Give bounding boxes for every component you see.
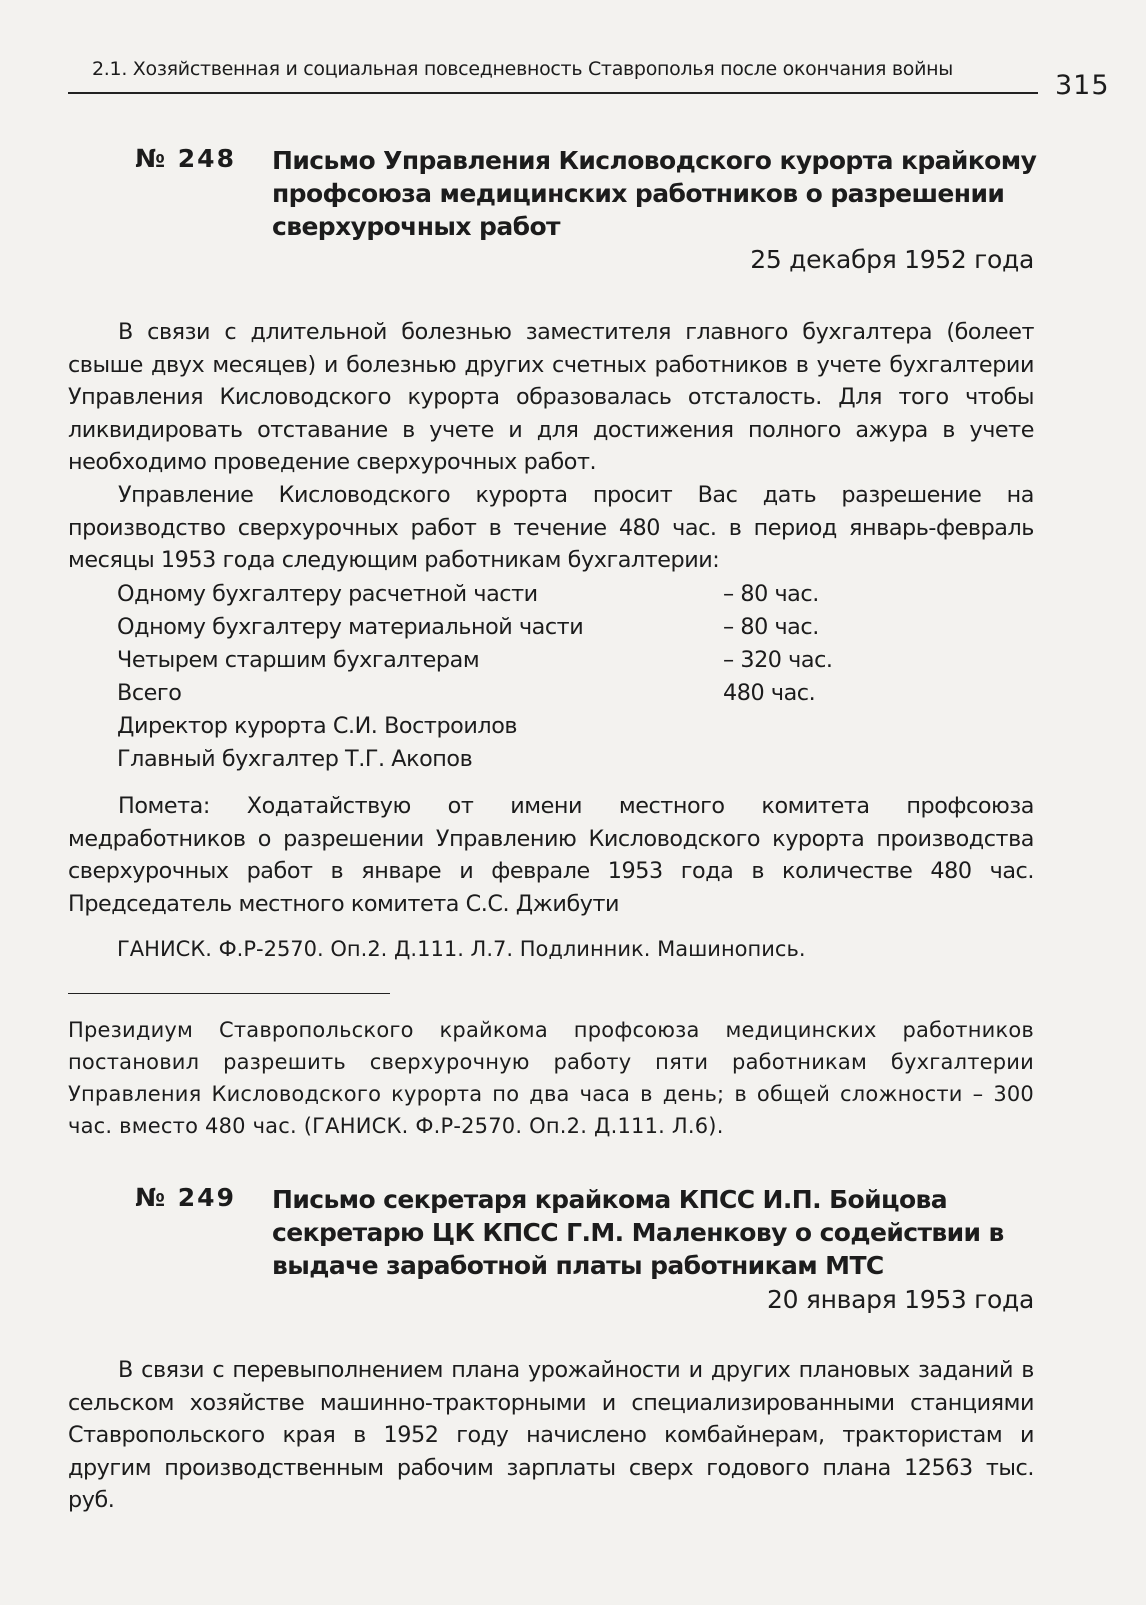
allocation-value: – 320 час. [723, 647, 833, 673]
doc-248-paragraph-1-text: В связи с длительной болезнью заместителя главного бухгалтера (болеет свыше двух месяцев) и болезнью других счетных работников в учете бухгалтерии Управления Кисловодского курорта образовалась отсталость. Для того чтобы ликвидировать отставание в учете и для достижения полного ажура в учете необходимо проведение сверхурочных работ. [68, 319, 1034, 475]
allocation-value: – 80 час. [723, 614, 819, 640]
doc-248-date: 25 декабря 1952 года [750, 245, 1034, 274]
allocation-label: Четырем старшим бухгалтерам [117, 647, 480, 673]
allocation-row [117, 578, 917, 611]
allocation-value: – 80 час. [723, 581, 819, 607]
running-head: 2.1. Хозяйственная и социальная повседневность Ставрополья после окончания войны [92, 58, 953, 80]
doc-249-date: 20 января 1953 года [767, 1285, 1034, 1314]
signature-chief-accountant: Главный бухгалтер Т.Г. Акопов [117, 746, 473, 772]
allocation-label: Одному бухгалтеру расчетной части [117, 581, 538, 607]
allocation-label: Всего [117, 680, 182, 706]
header-rule [68, 92, 1038, 94]
allocation-row [117, 677, 917, 710]
doc-248-paragraph-1 [68, 316, 1034, 479]
hours-allocation-list [117, 578, 917, 710]
doc-248-archive-ref: ГАНИСК. Ф.Р-2570. Оп.2. Д.111. Л.7. Подлинник. Машинопись. [117, 937, 806, 961]
doc-248-footnote: Президиум Ставропольского крайкома профсоюза медицинских работников постановил разрешить сверхурочную работу пяти работникам бухгалтерии Управления Кисловодского курорта по два часа в день; в общей сложности – 300 час. вместо 480 час. (ГАНИСК. Ф.Р-2570. Оп.2. Д.111. Л.6). [68, 1018, 1034, 1138]
doc-248-number: № 248 [135, 144, 236, 173]
doc-249-paragraph-1 [68, 1354, 1034, 1517]
doc-248-paragraph-2-text: Управление Кисловодского курорта просит Вас дать разрешение на производство сверхурочных работ в течение 480 час. в период январь-февраль месяцы 1953 года следующим работникам бухгалтерии: [68, 482, 1034, 573]
allocation-row [117, 611, 917, 644]
allocation-value: 480 час. [723, 680, 816, 706]
doc-249-number: № 249 [135, 1183, 236, 1212]
doc-249-title: Письмо секретаря крайкома КПСС И.П. Бойцова секретарю ЦК КПСС Г.М. Маленкову о содействии в выдаче заработной платы работникам МТС [272, 1185, 1004, 1280]
doc-248-note-text: Помета: Ходатайствую от имени местного комитета профсоюза медработников о разрешении Управлению Кисловодского курорта производства сверхурочных работ в январе и феврале 1953 года в количестве 480 час. Председатель местного комитета С.С. Джибути [68, 793, 1034, 917]
doc-248-title: Письмо Управления Кисловодского курорта крайкому профсоюза медицинских работников о разрешении сверхурочных работ [272, 146, 1037, 241]
allocation-row [117, 644, 917, 677]
allocation-label: Одному бухгалтеру материальной части [117, 614, 584, 640]
page-number: 315 [1055, 70, 1110, 101]
footnote-rule [68, 993, 390, 994]
doc-249-paragraph-1-text: В связи с перевыполнением плана урожайности и других плановых заданий в сельском хозяйстве машинно-тракторными и специализированными станциями Ставропольского края в 1952 году начислено комбайнерам, трактористам и другим производственным рабочим зарплаты сверх годового плана 12563 тыс. руб. [68, 1357, 1034, 1513]
doc-248-paragraph-2 [68, 479, 1034, 577]
signature-director: Директор курорта С.И. Востроилов [117, 713, 518, 739]
doc-248-note [68, 790, 1034, 920]
